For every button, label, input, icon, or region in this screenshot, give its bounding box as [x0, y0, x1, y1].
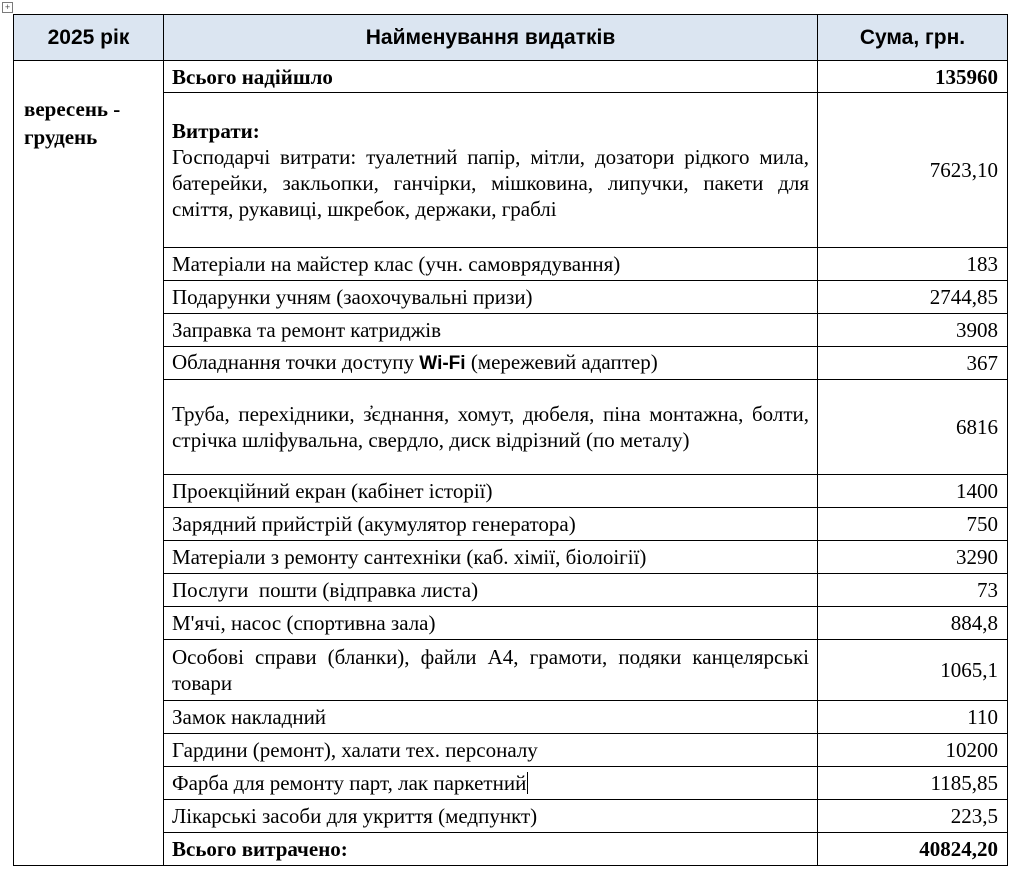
item-amount: 10200: [818, 734, 1008, 767]
header-expense-name: Найменування видатків: [164, 15, 818, 61]
table-row: [14, 640, 1008, 701]
table-row: [14, 734, 1008, 767]
text-cursor: [527, 772, 528, 794]
item-label: Матеріали на майстер клас (учн. самоврядування): [164, 248, 818, 281]
item-amount: 2744,85: [818, 281, 1008, 314]
item-label: М'ячі, насос (спортивна зала): [164, 607, 818, 640]
wifi-label-after: (мережевий адаптер): [465, 350, 658, 374]
table-row: [14, 380, 1008, 475]
item-amount: 1065,1: [818, 640, 1008, 701]
household-cell: [164, 93, 818, 248]
table-row: [14, 475, 1008, 508]
item-amount: 3290: [818, 541, 1008, 574]
household-amount: 7623,10: [818, 93, 1008, 248]
wifi-row: [14, 347, 1008, 380]
item-amount: 884,8: [818, 607, 1008, 640]
item-label: Подарунки учням (заохочувальні призи): [164, 281, 818, 314]
expenses-title: Витрати:: [172, 119, 260, 143]
item-label: Лікарські засоби для укриття (медпункт): [164, 800, 818, 833]
household-label: Господарчі витрати: туалетний папір, мітли, дозатори рідкого мила, батерейки, закльопки, ганчірки, мішковина, липучки, пакети для сміття, рукавиці, шкребок, держаки, граблі: [172, 145, 809, 221]
expenses-table: [13, 14, 1008, 866]
income-label: Всього надійшло: [164, 61, 818, 93]
item-label: Заправка та ремонт катриджів: [164, 314, 818, 347]
item-amount: 183: [818, 248, 1008, 281]
item-amount: 110: [818, 701, 1008, 734]
item-amount: 6816: [818, 380, 1008, 475]
wifi-label-before: Обладнання точки доступу: [172, 350, 420, 374]
item-label: Фарба для ремонту парт, лак паркетний: [172, 771, 527, 795]
table-row: [14, 281, 1008, 314]
item-label: Гардини (ремонт), халати тех. персоналу: [164, 734, 818, 767]
item-label: Проекційний екран (кабінет історії): [164, 475, 818, 508]
wifi-label-cell: [164, 347, 818, 380]
header-row: [14, 15, 1008, 61]
income-row: [14, 61, 1008, 93]
header-year: 2025 рік: [14, 15, 164, 61]
table-move-handle-icon[interactable]: +: [2, 2, 13, 13]
period-cell: вересень - грудень: [14, 61, 164, 866]
table-row: [14, 248, 1008, 281]
household-row: [14, 93, 1008, 248]
item-label: Труба, перехідники, з̓єднання, хомут, дюбеля, піна монтажна, болти, стрічка шліфувальна, свердло, диск відрізний (по металу): [164, 380, 818, 475]
item-label: Зарядний прийстрій (акумулятор генератора): [164, 508, 818, 541]
table-row: [14, 541, 1008, 574]
income-amount: 135960: [818, 61, 1008, 93]
item-label: Послуги пошти (відправка листа): [164, 574, 818, 607]
item-amount: 1400: [818, 475, 1008, 508]
table-row: [14, 800, 1008, 833]
total-label: Всього витрачено:: [164, 833, 818, 866]
item-amount: 223,5: [818, 800, 1008, 833]
table-row: [14, 314, 1008, 347]
item-label: Особові справи (бланки), файли А4, грамоти, подяки канцелярські товари: [164, 640, 818, 701]
total-amount: 40824,20: [818, 833, 1008, 866]
item-amount: 750: [818, 508, 1008, 541]
table-row: [14, 508, 1008, 541]
total-row: [14, 833, 1008, 866]
table-row: [14, 607, 1008, 640]
item-amount: 3908: [818, 314, 1008, 347]
item-label: Матеріали з ремонту сантехніки (каб. хімії, біолоігії): [164, 541, 818, 574]
item-amount: 1185,85: [818, 767, 1008, 800]
item-label: Замок накладний: [164, 701, 818, 734]
wifi-amount: 367: [818, 347, 1008, 380]
table-row: [14, 767, 1008, 800]
item-amount: 73: [818, 574, 1008, 607]
item-label-editing[interactable]: [164, 767, 818, 800]
wifi-label-brand: Wi-Fi: [419, 353, 466, 374]
header-sum: Сума, грн.: [818, 15, 1008, 61]
table-row: [14, 574, 1008, 607]
table-row: [14, 701, 1008, 734]
